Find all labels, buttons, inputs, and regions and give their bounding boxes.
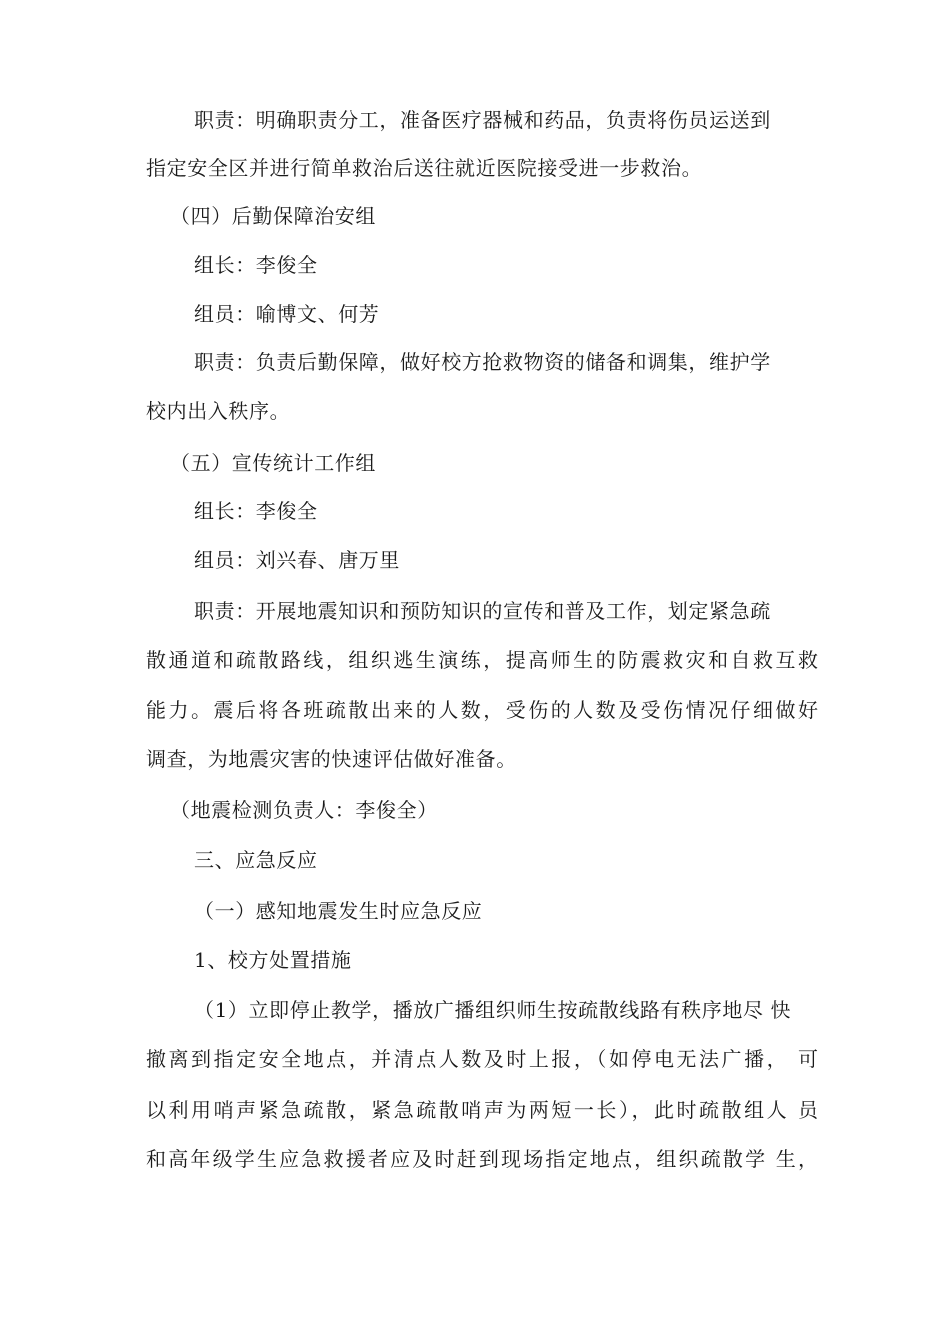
- paragraph-line: 撤离到指定安全地点，并清点人数及时上报，（如停电无法广播， 可: [146, 1047, 818, 1071]
- section-heading: （五）宣传统计工作组: [170, 451, 376, 475]
- section-heading: 三、应急反应: [194, 848, 318, 872]
- paragraph-line: 组员：喻博文、何芳: [194, 302, 380, 326]
- section-heading: （四）后勤保障治安组: [170, 204, 376, 228]
- paragraph-line: 职责：开展地震知识和预防知识的宣传和普及工作，划定紧急疏: [194, 599, 771, 623]
- paragraph-line: 和高年级学生应急救援者应及时赶到现场指定地点，组织疏散学 生，: [146, 1147, 818, 1171]
- paragraph-line: 职责：负责后勤保障，做好校方抢救物资的储备和调集，维护学: [194, 350, 771, 374]
- paragraph-line: 指定安全区并进行简单救治后送往就近医院接受进一步救治。: [146, 156, 703, 180]
- paragraph-line: 散通道和疏散路线，组织逃生演练，提高师生的防震救灾和自救互救: [146, 648, 818, 672]
- subsection-heading: 1、校方处置措施: [194, 948, 352, 972]
- paragraph-line: 组员：刘兴春、唐万里: [194, 548, 400, 572]
- paragraph-line: 能力。震后将各班疏散出来的人数，受伤的人数及受伤情况仔细做好: [146, 698, 818, 722]
- subsection-heading: （一）感知地震发生时应急反应: [194, 899, 483, 923]
- paragraph-line: 职责：明确职责分工，准备医疗器械和药品，负责将伤员运送到: [194, 108, 771, 132]
- paragraph-line: （1）立即停止教学，播放广播组织师生按疏散线路有秩序地尽 快: [194, 998, 792, 1022]
- paragraph-line: 校内出入秩序。: [146, 399, 291, 423]
- paragraph-line: 组长：李俊全: [194, 499, 318, 523]
- paragraph-line: 组长：李俊全: [194, 253, 318, 277]
- note-line: （地震检测负责人：李俊全）: [170, 798, 438, 822]
- paragraph-line: 以利用哨声紧急疏散，紧急疏散哨声为两短一长），此时疏散组人 员: [146, 1098, 818, 1122]
- paragraph-line: 调查，为地震灾害的快速评估做好准备。: [146, 747, 517, 771]
